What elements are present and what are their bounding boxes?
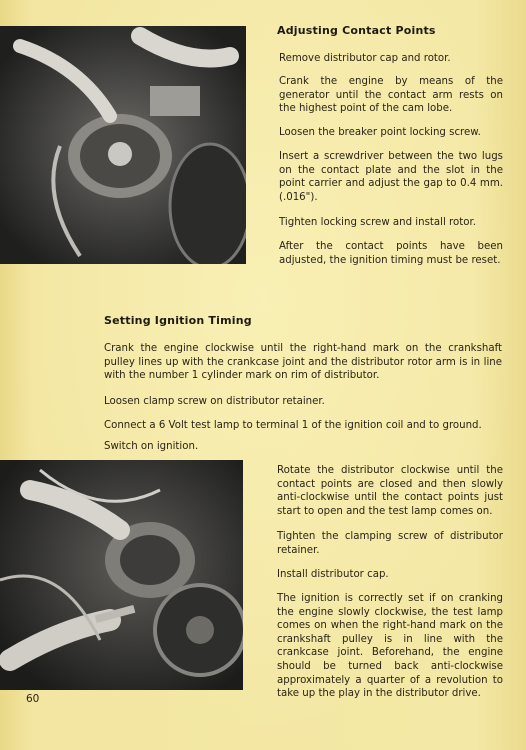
paragraph-install-cap: Install distributor cap. bbox=[277, 569, 389, 580]
paragraph-switch-on: Switch on ignition. bbox=[104, 441, 199, 452]
paragraph-loosen-screw: Loosen the breaker point locking screw. bbox=[279, 127, 481, 138]
distributor-photo-top-image bbox=[0, 26, 246, 264]
paragraph-insert-screwdriver: Insert a screwdriver between the two lugs on the contact plate and the slot in the point carrier and adjust the gap to 0.4 mm. (.016"). bbox=[279, 151, 503, 203]
distributor-photo-bottom bbox=[0, 460, 243, 690]
distributor-photo-bottom-image bbox=[0, 460, 243, 690]
heading-adjusting-contact-points: Adjusting Contact Points bbox=[277, 24, 436, 37]
paragraph-loosen-clamp: Loosen clamp screw on distributor retainer. bbox=[104, 396, 325, 407]
paragraph-remove-cap: Remove distributor cap and rotor. bbox=[279, 53, 451, 64]
paragraph-after-adjusted: After the contact points have been adjusted, the ignition timing must be reset. bbox=[279, 241, 503, 266]
page-number: 60 bbox=[26, 693, 40, 705]
paragraph-connect-lamp: Connect a 6 Volt test lamp to terminal 1 of the ignition coil and to ground. bbox=[104, 420, 482, 431]
heading-setting-ignition-timing: Setting Ignition Timing bbox=[104, 314, 252, 327]
distributor-photo-top bbox=[0, 26, 246, 264]
paragraph-crank-engine: Crank the engine by means of the generator until the contact arm rests on the highest point of the cam lobe. bbox=[279, 76, 503, 115]
paragraph-ignition-correct: The ignition is correctly set if on cranking the engine slowly clockwise, the test lamp comes on when the right-hand mark on the crankshaft pulley is in line with the crankcase joint. Beforehand, the engine should be turned back anti-clockwise approximately a quarter of a revolution to take up the play in the distributor drive. bbox=[277, 593, 503, 700]
paragraph-tighten-locking: Tighten locking screw and install rotor. bbox=[279, 217, 476, 228]
paragraph-tighten-clamping: Tighten the clamping screw of distributor retainer. bbox=[277, 531, 503, 556]
paragraph-crank-clockwise: Crank the engine clockwise until the right-hand mark on the crankshaft pulley lines up with the crankcase joint and the distributor rotor arm is in line with the number 1 cylinder mark on rim of distributor. bbox=[104, 343, 502, 382]
paragraph-rotate-distributor: Rotate the distributor clockwise until the contact points are closed and then slowly anti-clockwise until the contact points just start to open and the test lamp comes on. bbox=[277, 465, 503, 517]
